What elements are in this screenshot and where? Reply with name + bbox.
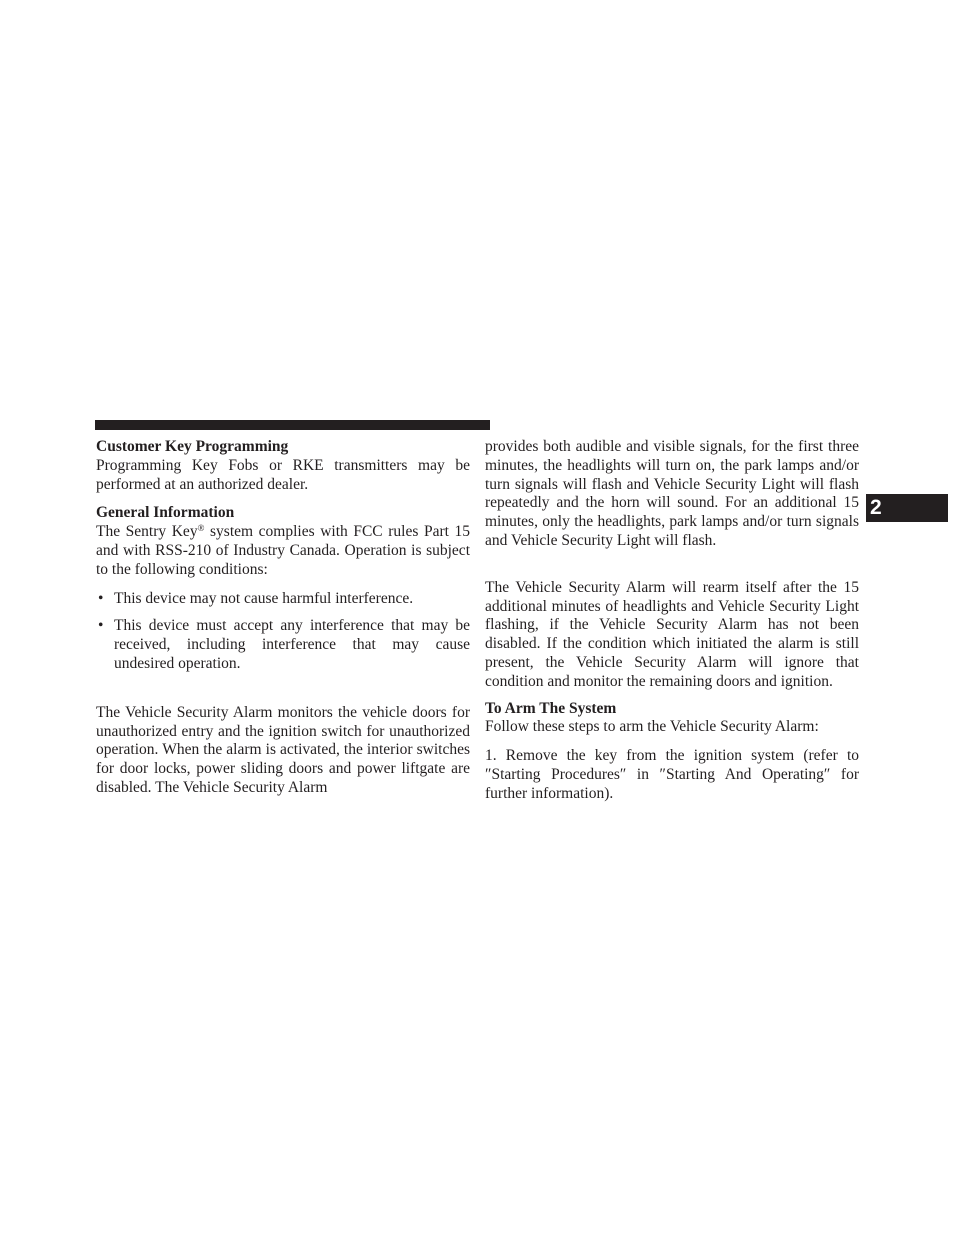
right-column: [485, 438, 859, 804]
arm-step-1: 1. Remove the key from the ignition system (refer to ″Starting Procedures″ in ″Starting And Operating″ for further information).: [485, 747, 859, 802]
registered-mark: ®: [197, 523, 205, 534]
section-rule: [95, 420, 490, 430]
condition-item: • This device must accept any interference that may be received, including interference that may cause undesired operation.: [96, 617, 470, 673]
alarm-continued-body: provides both audible and visible signals, for the first three minutes, the headlights will turn on, the park lamps and/or turn signals will flash and Vehicle Security Light will flash repeatedly and the horn will sound. For an additional 15 minutes, only the headlights, park lamps and/or turn signals and Vehicle Security Light will flash.: [485, 438, 859, 549]
alarm-intro-body: The Vehicle Security Alarm monitors the vehicle doors for unauthorized entry and the ignition switch for unauthorized operation. When the alarm is activated, the interior switches for door locks, power sliding doors and power liftgate are disabled. The Vehicle Security Alarm: [96, 703, 470, 796]
condition-item: • This device may not cause harmful interference.: [96, 590, 470, 609]
general-info-heading: General Information: [96, 504, 235, 522]
left-column: [96, 438, 470, 798]
customer-key-body: Programming Key Fobs or RKE transmitters may be performed at an authorized dealer.: [96, 456, 470, 493]
rearm-body: The Vehicle Security Alarm will rearm itself after the 15 additional minutes of headlights and Vehicle Security Light flashing, if the Vehicle Security Alarm has not been disabled. If the condition which initiated the alarm is still present, the Vehicle Security Alarm will ignore that condition and monitor the remaining doors and ignition.: [485, 578, 859, 690]
customer-key-heading: Customer Key Programming: [96, 438, 289, 455]
conditions-list: [96, 590, 470, 674]
general-info-body: The Sentry Key® system complies with FCC rules Part 15 and with RSS-210 of Industry Canada. Operation is subject to the following conditions:: [96, 523, 471, 578]
section-tab: 2: [866, 494, 948, 522]
arm-heading: To Arm The System: [485, 699, 617, 717]
arm-intro: Follow these steps to arm the Vehicle Security Alarm:: [485, 718, 819, 736]
